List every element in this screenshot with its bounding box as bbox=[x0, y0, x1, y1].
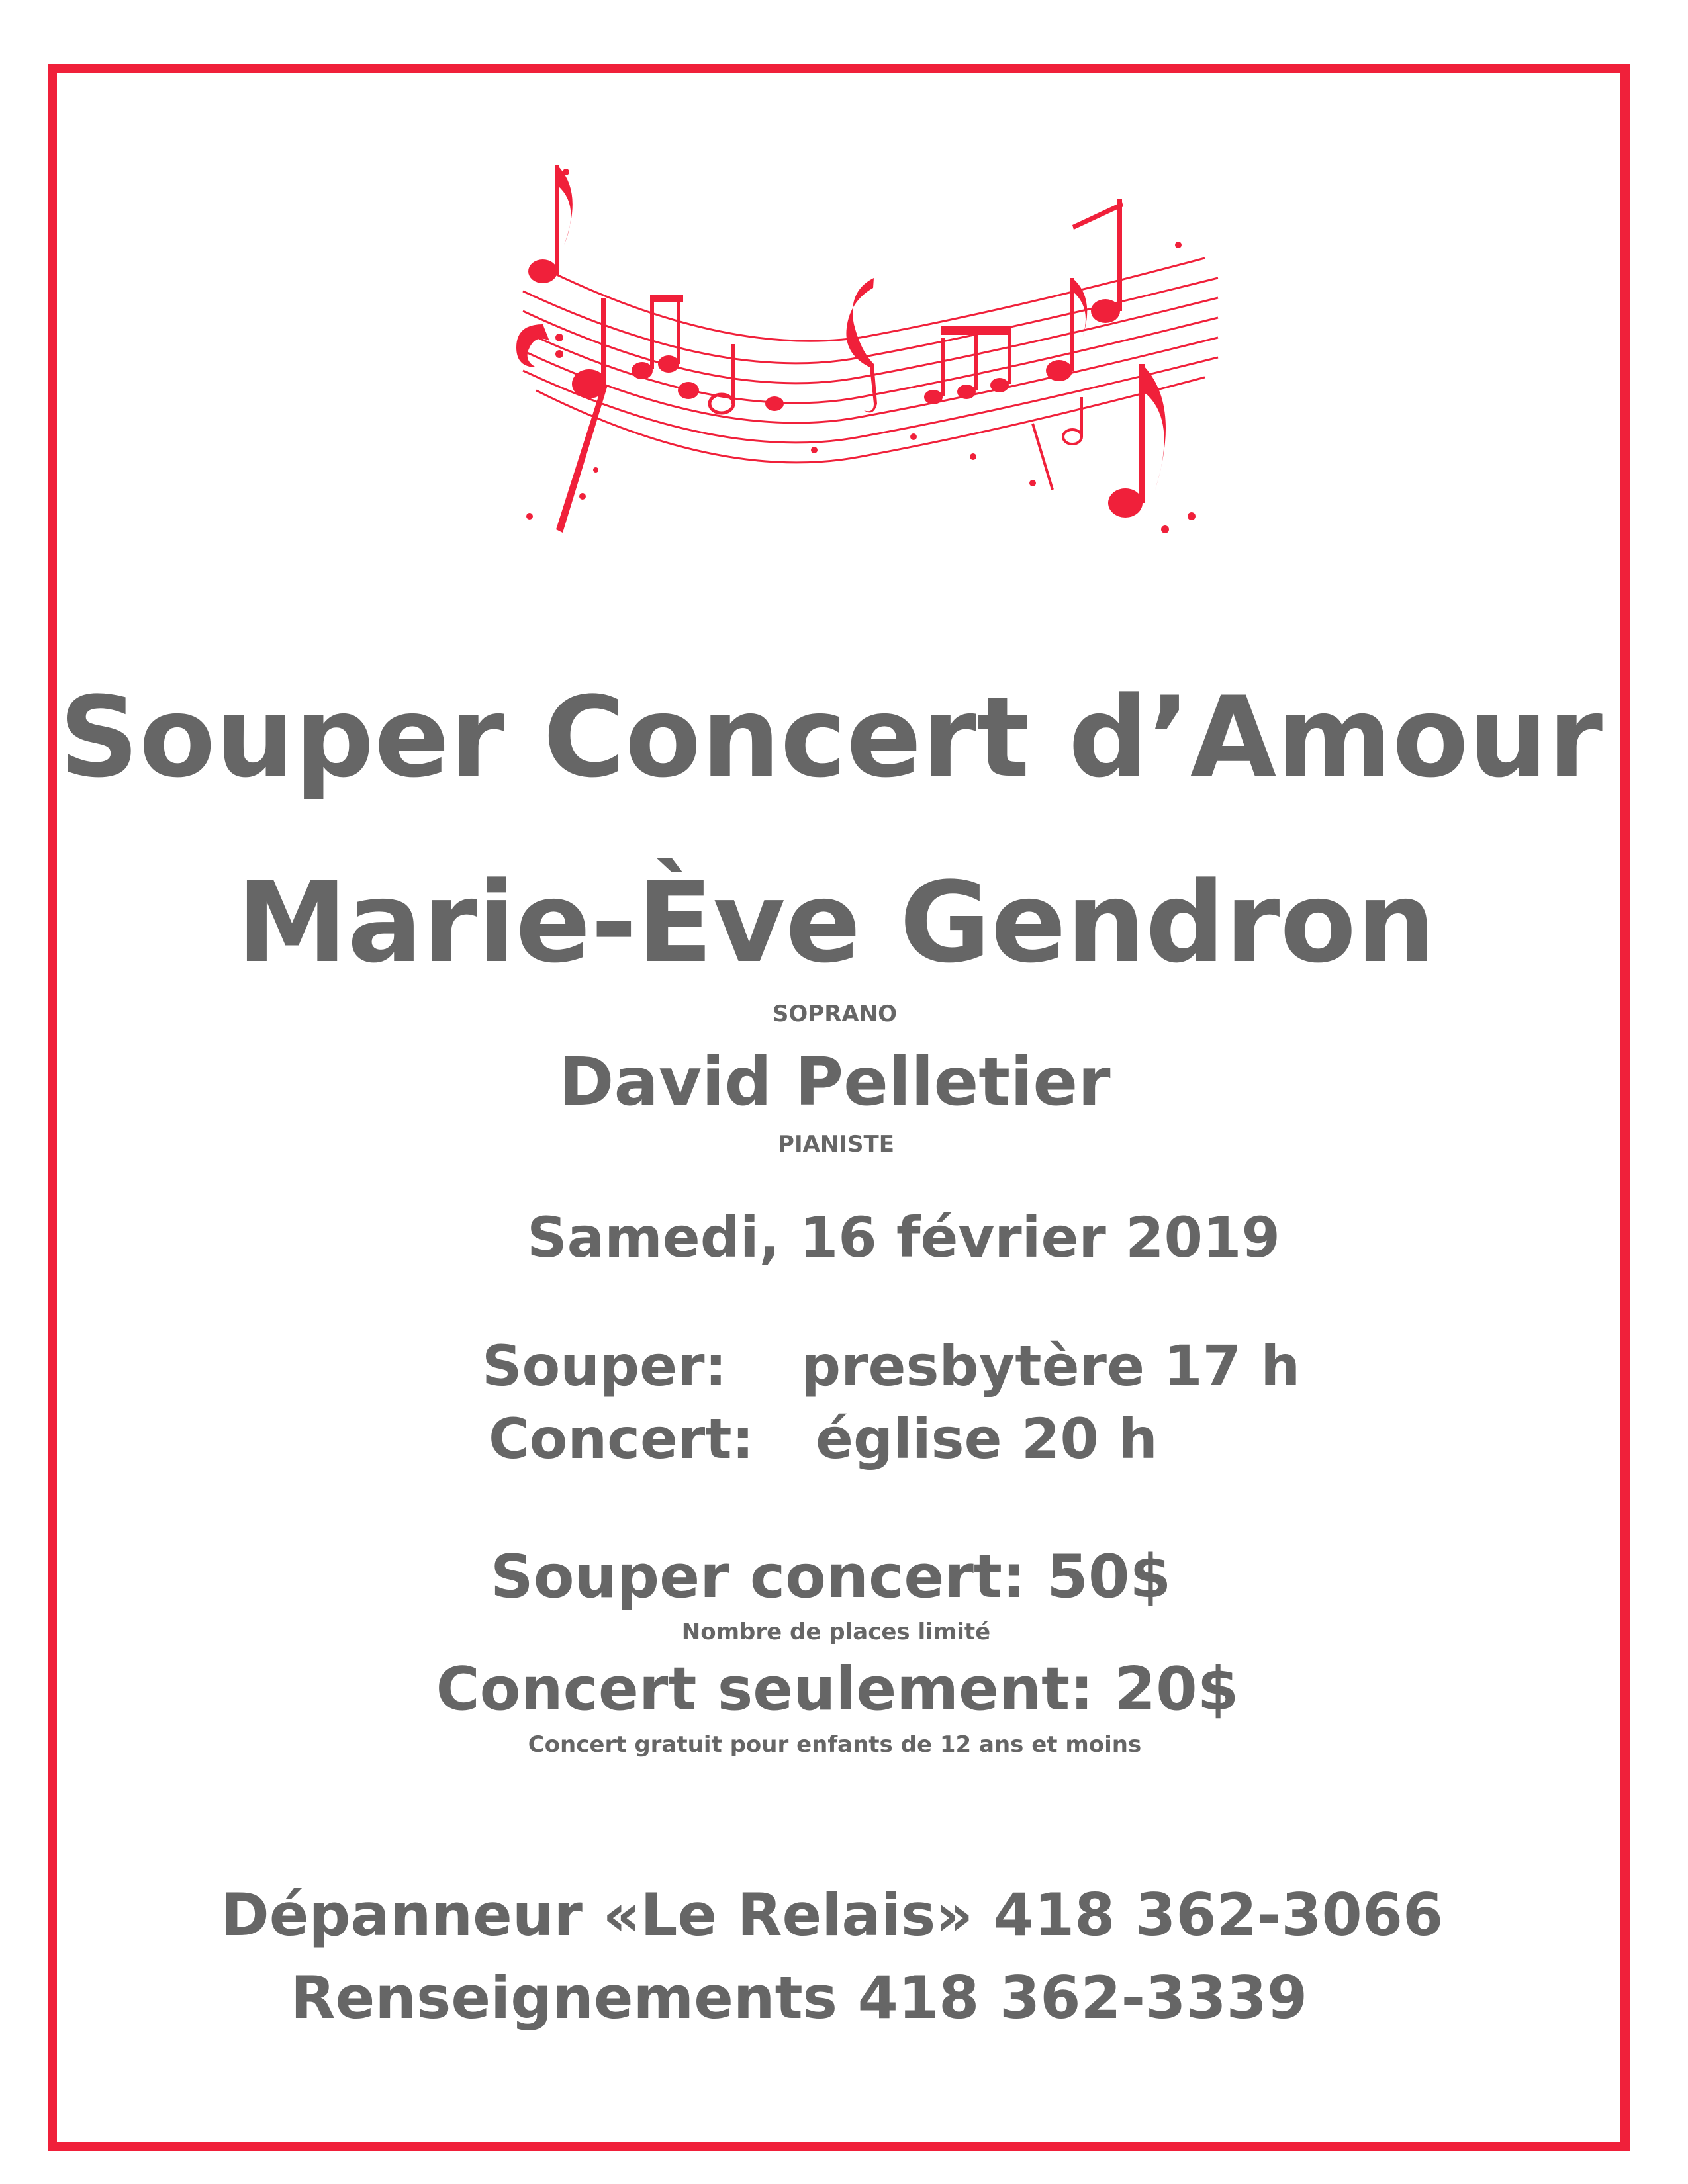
schedule-concert-value: église 20 h bbox=[816, 1406, 1158, 1471]
price-souper-concert-note: Nombre de places limité bbox=[681, 1619, 991, 1645]
performer-1-name: Marie-Ève Gendron bbox=[236, 858, 1436, 987]
schedule-concert bbox=[0, 1406, 1688, 1471]
schedule-concert-label: Concert: bbox=[489, 1406, 755, 1471]
event-title: Souper Concert d’Amour bbox=[58, 672, 1603, 802]
event-date: Samedi, 16 février 2019 bbox=[527, 1205, 1280, 1270]
performer-1-role: SOPRANO bbox=[772, 1001, 898, 1027]
performer-2-name: David Pelletier bbox=[559, 1043, 1111, 1120]
schedule-souper bbox=[0, 1334, 1688, 1398]
contact-renseignements: Renseignements 418 362-3339 bbox=[290, 1964, 1308, 2032]
schedule-souper-label: Souper: bbox=[482, 1334, 727, 1398]
performer-2-role: PIANISTE bbox=[778, 1131, 894, 1158]
music-notes-staff-icon bbox=[503, 146, 1231, 582]
schedule-souper-value: presbytère 17 h bbox=[801, 1334, 1301, 1398]
price-concert-only: Concert seulement: 20$ bbox=[436, 1655, 1239, 1724]
price-souper-concert: Souper concert: 50$ bbox=[490, 1542, 1172, 1612]
contact-depanneur: Dépanneur «Le Relais» 418 362-3066 bbox=[220, 1881, 1444, 1949]
price-concert-only-note: Concert gratuit pour enfants de 12 ans et moins bbox=[528, 1731, 1142, 1758]
